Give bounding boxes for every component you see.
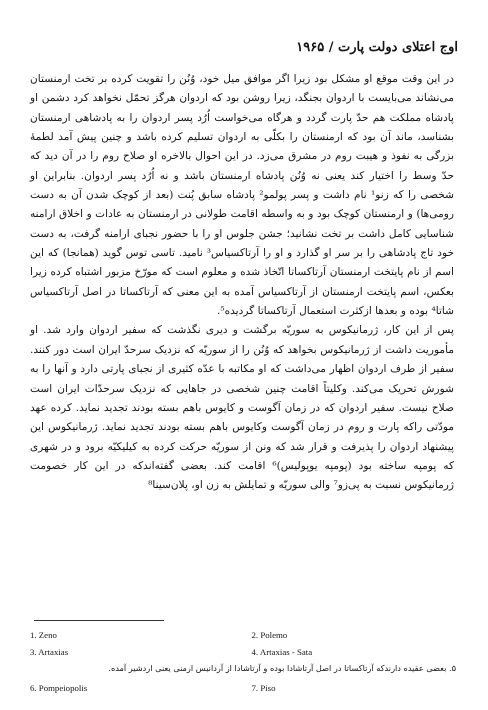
footnote-3: 3. Artaxias — [30, 646, 69, 657]
footnotes — [30, 626, 456, 696]
footnote-7: 7. Piso — [251, 682, 276, 693]
page-header: اوج اعتلای دولت پارت / ۱۹۶۵ — [296, 40, 458, 55]
footnote-row — [30, 626, 456, 643]
footnote-row — [30, 679, 456, 696]
footnote-5: ۵. بعضی عقیده دارندکه آرتاکساتا در اصل آرتاشادا بوده و آرتاشادا از آردانیس ارمنی یعنی اردشیر آمده. — [108, 663, 456, 673]
paragraph-1: در این وقت موقع او مشکل بود زیرا اگر موافق میل خود، وُنُن را تقویت کرده بر تخت ارمنستان می‌نشاند می‌بایست با اردوان بجنگد، زیرا روشن بود که اردوان هرگز تحمّل نخواهد کرد دشمن او پادشاه مملکت هم حدّ پارت گردد و هرگاه می‌خواست اُرُد پسر اردوان را به پادشاهی ارمنستان بشناسد، ماند آن بود که ارمنستان را بکلّی به اردوان تسلیم کرده باشد و چنین پیش آمد لطمهٔ بزرگی به نفوذ و هیبت روم در مشرق می‌زد. در این احوال بالاخره او صلاح روم را در آن دید که حدّ وسط را اختیار کند یعنی نه وُنُن پادشاه ارمنستان باشد و نه اُرُد پسر اردوان. بنابراین او شخصی را که زنو¹ نام داشت و پسر پولمو² پادشاه سابق پُنت (بعد از کوچک شدن آن به دست رومی‌ها) و ارمنستان کوچک بود و به واسطه اقامت طولانی در ارمنستان به عادات و اخلاق ارامنه شناسایی کامل داشت بر تخت نشانید؛ جشن جلوس او را با حضور نجبای ارامنه گرفت، به دست خود تاج پادشاهی را بر سر او گذارد و او را آرتاکسیاس³ نامید. تاسی توس گوید (همانجا) که این اسم از نام پایتخت ارمنستان آرتاکساتا اتّخاذ شده و معلوم است که مورّخ مزبور اشتباه کرده زیرا بعکس، اسم پایتخت ارمنستان از آرتاکسیاس آمده به این معنی که آرتاکساتا در اصل آرتاکسیاس شاتا⁴ بوده و بعدها ازکثرت استعمال آرتاکساتا گردیده⁵. — [30, 73, 454, 318]
footnote-divider — [34, 620, 164, 621]
footnote-6: 6. Pompeiopolis — [30, 682, 88, 693]
footnote-4: 4. Artaxias - Sata — [251, 646, 313, 657]
footnote-row — [30, 643, 456, 660]
body-text — [30, 70, 454, 496]
footnote-1: 1. Zeno — [30, 629, 57, 640]
footnote-2: 2. Polemo — [251, 629, 288, 640]
paragraph-2: پس از این کار، ژرمانیکوس به سوریّه برگشت و دیری نگذشت که سفیر اردوان وارد شد. او مأموریت داشت از ژرمانیکوس بخواهد که وُنُن را از سوریّه که نزدیک سرحدّ ایران است دور کنند. سفیر از طرف اردوان اظهار می‌داشت که او مکاتبه با عدّه کثیری از نجبای پارتی دارد و آنها را به شورش تحریک می‌کند. وکلیتاً اقامت چنین شخصی در جاهایی که نزدیک سرحدّات ایران است صلاح نیست. سفیر اردوان که در زمان آگوست و کایوس باهم بسته بودند تجدید نماید. کرده عهد مودّتی راکه پارت و روم در زمان آگوست وکایوس باهم بسته بودند تجدید نماید. ژرمانیکوس این پیشنهاد اردوان را پذیرفت و قرار شد که ونن از سوریّه حرکت کرده به کیلیکیّه برود و در شهری که پومپه ساخته بود (پومپه یوپولیس)⁶ اقامت کند. بعضی گفته‌اندکه در این کار خصومت ژرمانیکوس نسبت به پی‌زو⁷ والی سوریّه و تمایلش به زن او، پلان‌سینا⁸ — [30, 324, 454, 492]
